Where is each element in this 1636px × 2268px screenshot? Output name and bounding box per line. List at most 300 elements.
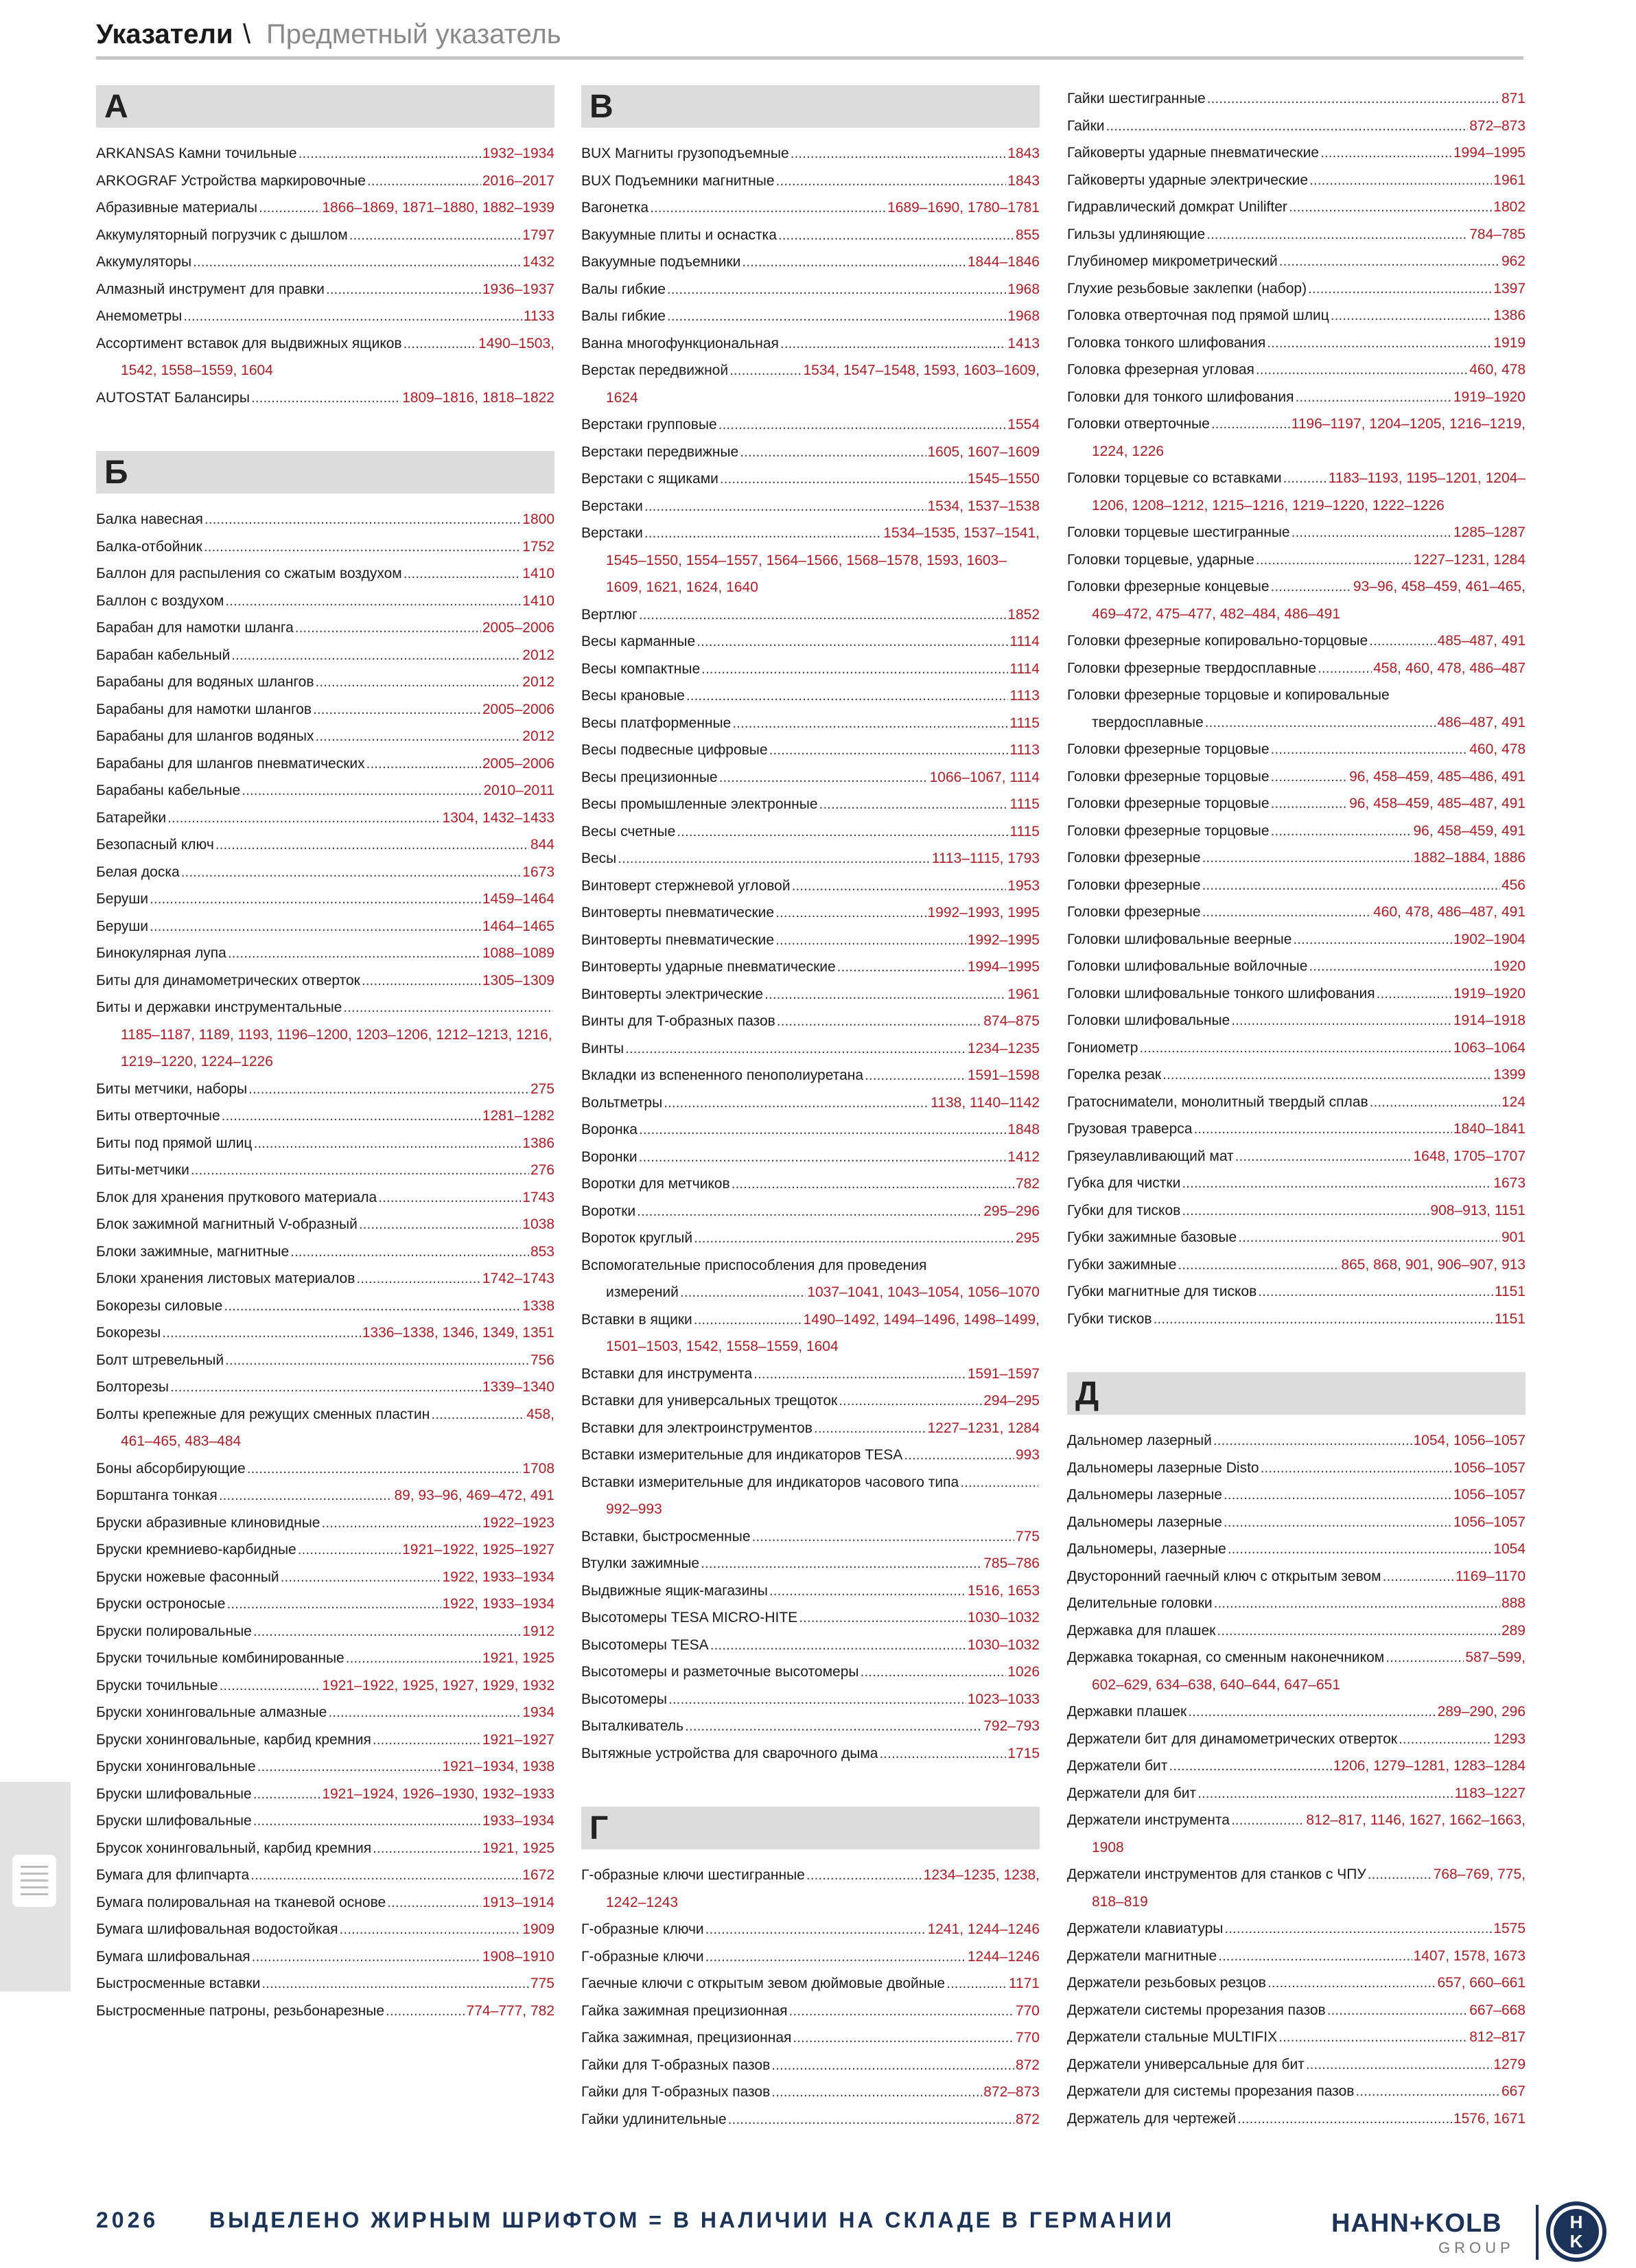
index-entry-pages: 1056–1057 xyxy=(1453,1459,1526,1476)
index-entry-name: Аккумуляторный погрузчик с дышлом xyxy=(96,227,348,243)
index-entry-pages-continued: 1242–1243 xyxy=(606,1894,679,1910)
index-entry-name: Глухие резьбовые заклепки (набор) xyxy=(1067,280,1307,297)
index-entry xyxy=(96,994,554,1021)
index-entry-pages: 2005–2006 xyxy=(482,755,554,772)
index-entry-pages: 1545–1550 xyxy=(967,471,1040,487)
index-entry xyxy=(1067,113,1526,140)
index-entry-pages: 1921, 1925 xyxy=(482,1650,554,1666)
index-entry-name: Вертлюг xyxy=(581,606,638,623)
leader-dots xyxy=(281,1564,441,1591)
index-entry xyxy=(96,1916,554,1943)
leader-dots xyxy=(373,1835,481,1862)
index-entry-pages: 1285–1287 xyxy=(1453,524,1526,540)
index-entry xyxy=(581,1225,1040,1252)
index-entry xyxy=(96,831,554,859)
leader-dots xyxy=(1224,1509,1452,1536)
leader-dots xyxy=(162,1319,361,1347)
stock-note: ВЫДЕЛЕНО ЖИРНЫМ ШРИФТОМ = В НАЛИЧИИ НА СКЛАДЕ В ГЕРМАНИИ xyxy=(209,2208,1175,2232)
index-entry-name: Вставки, быстросменные xyxy=(581,1528,751,1544)
leader-dots xyxy=(367,167,481,195)
index-entry-name: Бумага полировальная на тканевой основе xyxy=(96,1894,386,1910)
leader-dots xyxy=(710,1632,966,1659)
leader-dots xyxy=(1278,2024,1468,2051)
leader-dots xyxy=(204,506,521,533)
index-entry-name: Гайковерты ударные пневматические xyxy=(1067,145,1319,161)
leader-dots xyxy=(697,628,1008,656)
index-entry-pages: 1921–1934, 1938 xyxy=(442,1759,554,1774)
index-entry-pages: 1133 xyxy=(523,308,554,324)
index-entry-pages: 1591–1598 xyxy=(967,1067,1040,1083)
index-entry-pages: 1922, 1933–1934 xyxy=(442,1569,554,1585)
leader-dots xyxy=(253,1130,521,1157)
index-entry xyxy=(1067,85,1526,113)
index-entry-name: Болты крепежные для режущих сменных пластин xyxy=(96,1406,430,1422)
leader-dots xyxy=(753,1361,966,1388)
index-entry-pages: 1802 xyxy=(1493,199,1526,215)
index-entry-name: Г-образные ключи xyxy=(581,1948,704,1965)
index-entry-name: Бруски шлифовальные xyxy=(96,1813,252,1829)
index-entry xyxy=(581,1632,1040,1659)
index-entry-name: Воротки для метчиков xyxy=(581,1176,730,1192)
index-entry xyxy=(581,628,1040,656)
index-entry xyxy=(581,1523,1040,1551)
index-entry-pages-continued: 1542, 1558–1559, 1604 xyxy=(121,362,273,378)
leader-dots xyxy=(1261,1455,1452,1482)
index-entry xyxy=(1067,1455,1526,1482)
index-entry xyxy=(581,1198,1040,1225)
leader-dots xyxy=(248,1076,529,1103)
index-entry-name: Головки фрезерные xyxy=(1067,850,1201,866)
leader-dots xyxy=(251,384,401,412)
leader-dots xyxy=(343,994,553,1021)
index-entry-name: твердосплавные xyxy=(1092,714,1204,730)
index-entry xyxy=(1067,546,1526,574)
leader-dots xyxy=(718,411,1007,439)
index-entry-pages: 1844–1846 xyxy=(967,254,1040,270)
section-letter: B xyxy=(589,89,614,125)
index-entry-pages: 865, 868, 901, 906–907, 913 xyxy=(1341,1256,1526,1273)
svg-text:K: K xyxy=(1569,2231,1583,2252)
index-entry-pages: 2005–2006 xyxy=(482,620,554,636)
leader-dots xyxy=(1271,736,1469,763)
index-entry xyxy=(96,1590,554,1618)
index-entry-name: Барабаны для намотки шлангов xyxy=(96,701,312,717)
index-entry-name: Головки торцевые шестигранные xyxy=(1067,524,1290,540)
index-entry-name: Гайка зажимная прецизионная xyxy=(581,2002,788,2019)
index-entry-pages: 1227–1231, 1284 xyxy=(1413,551,1526,568)
leader-dots xyxy=(637,1198,982,1225)
index-entry-pages: 1953 xyxy=(1007,877,1040,894)
index-entry-pages: 782 xyxy=(1015,1176,1040,1192)
leader-dots xyxy=(224,1293,521,1320)
index-entry-name: Весы компактные xyxy=(581,660,701,677)
index-entry xyxy=(581,872,1040,900)
index-entry-pages: 1113 xyxy=(1009,688,1040,704)
header-subtitle: Предметный указатель xyxy=(266,19,561,49)
index-entry-pages: 485–487, 491 xyxy=(1437,633,1526,649)
index-entry-pages: 785–786 xyxy=(983,1555,1040,1571)
index-entry-pages: 456 xyxy=(1501,877,1526,893)
index-entry xyxy=(1067,410,1526,438)
index-entry xyxy=(581,1970,1040,1998)
index-entry xyxy=(581,1442,1040,1469)
index-entry xyxy=(581,330,1040,358)
section-letter-header xyxy=(96,451,554,494)
index-entry-pages: 1399 xyxy=(1493,1067,1526,1083)
index-section xyxy=(1067,1372,1526,2132)
index-entry-pages: 124 xyxy=(1501,1094,1526,1110)
index-entry xyxy=(1067,1997,1526,2024)
index-entry xyxy=(1067,465,1526,492)
index-entry-pages: 667–668 xyxy=(1469,2002,1526,2018)
index-entry-pages: 888 xyxy=(1501,1595,1526,1611)
index-entry xyxy=(96,1970,554,1998)
index-entry-pages: 908–913, 1151 xyxy=(1430,1202,1526,1218)
index-entry-name: Боны абсорбирующие xyxy=(96,1460,246,1477)
index-entry-name: Верстак передвижной xyxy=(581,362,729,378)
leader-dots xyxy=(791,140,1007,167)
index-entry-pages: 1304, 1432–1433 xyxy=(442,809,554,826)
index-entry-pages: 872–873 xyxy=(983,2084,1040,2100)
index-entry xyxy=(1067,1617,1526,1645)
page-header xyxy=(96,14,1523,60)
index-entry xyxy=(1067,953,1526,980)
index-entry-name: Дальномеры, лазерные xyxy=(1067,1541,1226,1557)
index-entry xyxy=(1067,790,1526,818)
index-entry xyxy=(581,465,1040,493)
index-entry-name: Держатель для чертежей xyxy=(1067,2110,1237,2127)
index-entry-pages: 1913–1914 xyxy=(482,1894,554,1910)
index-entry xyxy=(581,1550,1040,1577)
index-entry-pages: 2005–2006 xyxy=(482,701,554,717)
leader-dots xyxy=(639,1116,1006,1144)
index-entry-name: Вставки для инструмента xyxy=(581,1365,753,1382)
index-entry xyxy=(1067,1278,1526,1306)
leader-dots xyxy=(1206,221,1468,248)
index-entry-pages: 1852 xyxy=(1007,606,1040,623)
index-entry-pages: 1689–1690, 1780–1781 xyxy=(887,200,1040,216)
index-entry xyxy=(1067,1698,1526,1726)
leader-dots xyxy=(1162,1061,1492,1089)
index-entry-name: Делительные головки xyxy=(1067,1595,1213,1611)
leader-dots xyxy=(1217,1617,1500,1645)
index-entry xyxy=(581,357,1040,384)
index-entry-pages: 1672 xyxy=(522,1867,554,1883)
index-entry-pages: 1843 xyxy=(1007,172,1040,189)
index-entry-name: Винтоверты ударные пневматические xyxy=(581,959,836,975)
leader-dots xyxy=(775,899,926,927)
index-entry-pages: 1840–1841 xyxy=(1453,1121,1526,1137)
index-entry xyxy=(581,953,1040,981)
index-entry xyxy=(96,1645,554,1672)
index-entry-name: Держатели бит для динамометрических отверток xyxy=(1067,1731,1398,1747)
index-entry-name: Головки отверточные xyxy=(1067,416,1210,432)
index-entry-pages: 1809–1816, 1818–1822 xyxy=(402,389,554,406)
index-entry-name: Держатели системы прорезания пазов xyxy=(1067,2002,1326,2018)
index-entry-name: Аккумуляторы xyxy=(96,254,192,270)
leader-dots xyxy=(222,1102,481,1130)
index-entry-name: Дальномер лазерный xyxy=(1067,1433,1212,1448)
index-entry-pages: 1912 xyxy=(522,1623,554,1639)
index-entry-pages-continued: 602–629, 634–638, 640–644, 647–651 xyxy=(1092,1676,1341,1693)
index-entry xyxy=(96,1102,554,1130)
leader-dots xyxy=(252,1943,481,1971)
leader-dots xyxy=(1271,790,1348,818)
index-entry-name: Бруски полировальные xyxy=(96,1623,252,1639)
leader-dots xyxy=(359,1211,521,1238)
index-entry-pages: 1066–1067, 1114 xyxy=(929,769,1040,785)
index-entry xyxy=(581,1035,1040,1063)
index-entry xyxy=(96,1076,554,1103)
index-entry-name: Верстаки групповые xyxy=(581,417,717,432)
index-entry-pages: 844 xyxy=(530,837,554,853)
leader-dots xyxy=(1202,899,1372,926)
index-entry-name: Грузовая траверса xyxy=(1067,1121,1193,1137)
index-entry xyxy=(1067,899,1526,926)
index-entry-pages: 295 xyxy=(1015,1230,1040,1246)
index-entry-pages: 1115 xyxy=(1009,823,1040,840)
leader-dots xyxy=(386,1998,465,2025)
leader-dots xyxy=(720,465,966,493)
index-entry-name: Губки магнитные для тисков xyxy=(1067,1284,1257,1299)
index-entry-name: Держатели для системы прорезания пазов xyxy=(1067,2083,1355,2099)
side-tab[interactable] xyxy=(0,1782,71,1991)
index-entry xyxy=(581,2106,1040,2133)
index-entry-pages: 1848 xyxy=(1007,1122,1040,1137)
index-entry-name: Держатели резьбовых резцов xyxy=(1067,1975,1266,1991)
leader-dots xyxy=(668,1686,966,1713)
index-entry-pages: 1961 xyxy=(1007,986,1040,1002)
index-entry-pages: 1534, 1547–1548, 1593, 1603–1609, xyxy=(803,362,1040,378)
index-entry-name: Вставки для универсальных трещоток xyxy=(581,1393,838,1409)
leader-dots xyxy=(356,1265,480,1293)
leader-dots xyxy=(1193,1115,1451,1143)
index-entry xyxy=(96,1482,554,1509)
index-entry-name: Держатели инструмента xyxy=(1067,1812,1230,1828)
index-entry xyxy=(96,303,554,330)
index-entry-pages: 1902–1904 xyxy=(1453,931,1526,947)
index-entry xyxy=(1067,1115,1526,1143)
index-entry-pages: 2010–2011 xyxy=(483,783,554,798)
leader-dots xyxy=(1267,1969,1436,1997)
index-entry-name: Державка токарная, со сменным наконечником xyxy=(1067,1650,1385,1665)
index-entry-name: Головки торцевые со вставками xyxy=(1067,470,1282,486)
index-entry-name: Головки торцевые, ударные xyxy=(1067,551,1254,568)
index-entry xyxy=(581,656,1040,683)
leader-dots xyxy=(1202,872,1500,899)
index-entry xyxy=(1067,1861,1526,1888)
index-entry xyxy=(581,140,1040,167)
leader-dots xyxy=(298,1536,401,1564)
index-entry-name: Бруски кремниево-карбидные xyxy=(96,1542,296,1558)
leader-dots xyxy=(1188,1698,1436,1726)
index-entry xyxy=(96,167,554,195)
index-entry-name: Держатели стальные MULTIFIX xyxy=(1067,2029,1278,2045)
index-entry-name: Вставки в ящики xyxy=(581,1311,692,1328)
index-entry-pages: 1063–1064 xyxy=(1453,1039,1526,1056)
leader-dots xyxy=(259,194,320,222)
index-entry-pages: 1605, 1607–1609 xyxy=(927,443,1040,460)
leader-dots xyxy=(340,1916,522,1943)
index-entry-name: Весы крановые xyxy=(581,688,685,704)
index-entry-pages: 1534–1535, 1537–1541, xyxy=(883,525,1040,541)
leader-dots xyxy=(1235,1143,1412,1170)
leader-dots xyxy=(193,248,521,276)
leader-dots xyxy=(1327,1997,1469,2024)
index-entry xyxy=(581,2024,1040,2052)
index-entry-pages: 756 xyxy=(530,1352,554,1368)
index-entry xyxy=(1067,1943,1526,1970)
index-entry-pages: 89, 93–96, 469–472, 491 xyxy=(394,1488,554,1503)
leader-dots xyxy=(740,439,926,466)
index-entry-pages-continued: 1624 xyxy=(606,389,638,406)
index-entry-name: Болт штревельный xyxy=(96,1352,224,1368)
leader-dots xyxy=(694,1306,802,1334)
index-entry-name: Винтоверты пневматические xyxy=(581,905,775,921)
leader-dots xyxy=(167,805,441,832)
index-entry-pages: 775 xyxy=(1015,1528,1040,1544)
index-entry-pages: 1921–1922, 1925–1927 xyxy=(402,1542,554,1558)
index-entry-pages: 1115 xyxy=(1009,796,1040,812)
leader-dots xyxy=(1271,573,1352,601)
index-entry-name: Головки фрезерные торцовые xyxy=(1067,796,1270,811)
index-entry xyxy=(1067,1061,1526,1089)
logo-emblem-icon xyxy=(1545,2201,1607,2263)
index-entry xyxy=(581,981,1040,1008)
hahn-kolb-logo xyxy=(1235,2203,1633,2258)
index-entry-pages: 872 xyxy=(1015,2111,1040,2127)
leader-dots xyxy=(1154,1306,1493,1333)
index-entry xyxy=(1067,1251,1526,1279)
index-entry-pages: 1056–1057 xyxy=(1453,1514,1526,1530)
index-entry-pages: 1459–1464 xyxy=(482,891,554,907)
logo-divider xyxy=(1536,2205,1539,2260)
index-entry-name: Головки фрезерные торцовые xyxy=(1067,741,1270,757)
leader-dots xyxy=(220,1672,321,1700)
index-entry-name: Г-образные ключи xyxy=(581,1921,704,1937)
index-entry xyxy=(96,1699,554,1726)
index-entry-pages: 792–793 xyxy=(983,1718,1040,1734)
logo-group-text: GROUP xyxy=(1438,2239,1515,2256)
leader-dots xyxy=(1289,194,1492,221)
index-entry xyxy=(96,913,554,940)
index-entry-pages: 1882–1884, 1886 xyxy=(1413,850,1526,866)
index-entry xyxy=(96,1184,554,1212)
index-entry-name: Гайки шестигранные xyxy=(1067,91,1206,106)
index-entry xyxy=(581,276,1040,303)
leader-dots xyxy=(764,981,1006,1008)
index-entry-name: Головки шлифовальные xyxy=(1067,1012,1230,1028)
index-entry-pages: 1241, 1244–1246 xyxy=(927,1921,1040,1937)
index-entry xyxy=(1067,844,1526,872)
index-entry-name: Быстросменные патроны, резьбонарезные xyxy=(96,2002,385,2019)
index-entry-pages: 289–290, 296 xyxy=(1437,1704,1526,1720)
leader-dots xyxy=(1139,1034,1452,1062)
index-entry-name: AUTOSTAT Балансиры xyxy=(96,389,250,406)
leader-dots xyxy=(170,1374,481,1401)
index-entry-pages: 294–295 xyxy=(983,1393,1040,1409)
leader-dots xyxy=(1368,1861,1432,1888)
index-entry-name: Винтоверты пневматические xyxy=(581,931,775,948)
leader-dots xyxy=(326,276,481,303)
index-entry-pages: 1932–1934 xyxy=(482,146,554,161)
index-entry xyxy=(96,1293,554,1320)
index-entry xyxy=(96,967,554,995)
index-entry xyxy=(96,1536,554,1564)
index-entry-name: Высотомеры TESA MICRO-HITE xyxy=(581,1610,798,1625)
index-entry xyxy=(1067,818,1526,845)
index-entry-pages: 1961 xyxy=(1493,172,1526,188)
leader-dots xyxy=(618,845,930,872)
index-entry xyxy=(1067,1007,1526,1034)
leader-dots xyxy=(667,303,1006,330)
index-entry-pages: 1151 xyxy=(1494,1310,1526,1327)
leader-dots xyxy=(1399,1726,1492,1753)
index-entry xyxy=(1067,221,1526,248)
index-entry xyxy=(96,614,554,642)
leader-dots xyxy=(860,1658,1006,1686)
leader-dots xyxy=(1224,1481,1452,1509)
leader-dots xyxy=(650,194,886,222)
leader-dots xyxy=(1224,1915,1492,1943)
index-entry-pages: 1397 xyxy=(1493,280,1526,297)
leader-dots xyxy=(228,940,481,967)
index-entry-name: Гайки xyxy=(1067,117,1105,134)
index-entry xyxy=(1067,1089,1526,1116)
leader-dots xyxy=(1228,1536,1493,1563)
index-entry-name: Головки фрезерные xyxy=(1067,877,1201,893)
index-entry-pages: 1921–1924, 1926–1930, 1932–1933 xyxy=(322,1785,554,1802)
leader-dots xyxy=(1238,1224,1500,1251)
index-entry-name: Гильзы удлиняющие xyxy=(1067,226,1206,242)
leader-dots xyxy=(680,1279,806,1306)
leader-dots xyxy=(204,533,521,561)
index-entry xyxy=(96,506,554,533)
index-entry-name: Быстросменные вставки xyxy=(96,1976,261,1991)
leader-dots xyxy=(1306,2051,1492,2079)
index-entry-name: Вспомогательные приспособления для проведения xyxy=(581,1257,927,1273)
index-entry xyxy=(96,940,554,967)
index-entry xyxy=(1067,384,1526,411)
leader-dots xyxy=(253,1781,321,1808)
leader-dots xyxy=(664,1089,929,1117)
leader-dots xyxy=(1309,167,1492,194)
index-entry-pages: 871 xyxy=(1501,91,1526,106)
leader-dots xyxy=(1218,1943,1412,1970)
index-entry xyxy=(1067,1509,1526,1536)
index-entry-pages-continued: 461–465, 483–484 xyxy=(121,1433,242,1449)
index-entry-pages: 1554 xyxy=(1007,417,1040,432)
index-entry xyxy=(581,845,1040,872)
index-entry-name: Блоки зажимные, магнитные xyxy=(96,1243,290,1260)
index-entry-name: Верстаки xyxy=(581,498,643,514)
index-entry-pages: 1921–1922, 1925, 1927, 1929, 1932 xyxy=(322,1677,554,1693)
leader-dots xyxy=(732,710,1008,737)
index-entry xyxy=(581,927,1040,954)
index-entry xyxy=(96,1618,554,1645)
index-entry-pages: 1234–1235 xyxy=(967,1040,1040,1056)
index-entry-name: Втулки зажимные xyxy=(581,1555,700,1571)
index-entry-pages: 1281–1282 xyxy=(482,1108,554,1124)
index-entry xyxy=(581,248,1040,276)
index-entry xyxy=(581,1008,1040,1035)
index-entry xyxy=(1067,2024,1526,2051)
index-entry-pages: 1673 xyxy=(522,864,554,880)
index-entry-name: Бруски ножевые фасонный xyxy=(96,1569,279,1585)
page-footer xyxy=(96,2203,1633,2258)
index-entry xyxy=(581,899,1040,927)
index-entry xyxy=(96,1130,554,1157)
